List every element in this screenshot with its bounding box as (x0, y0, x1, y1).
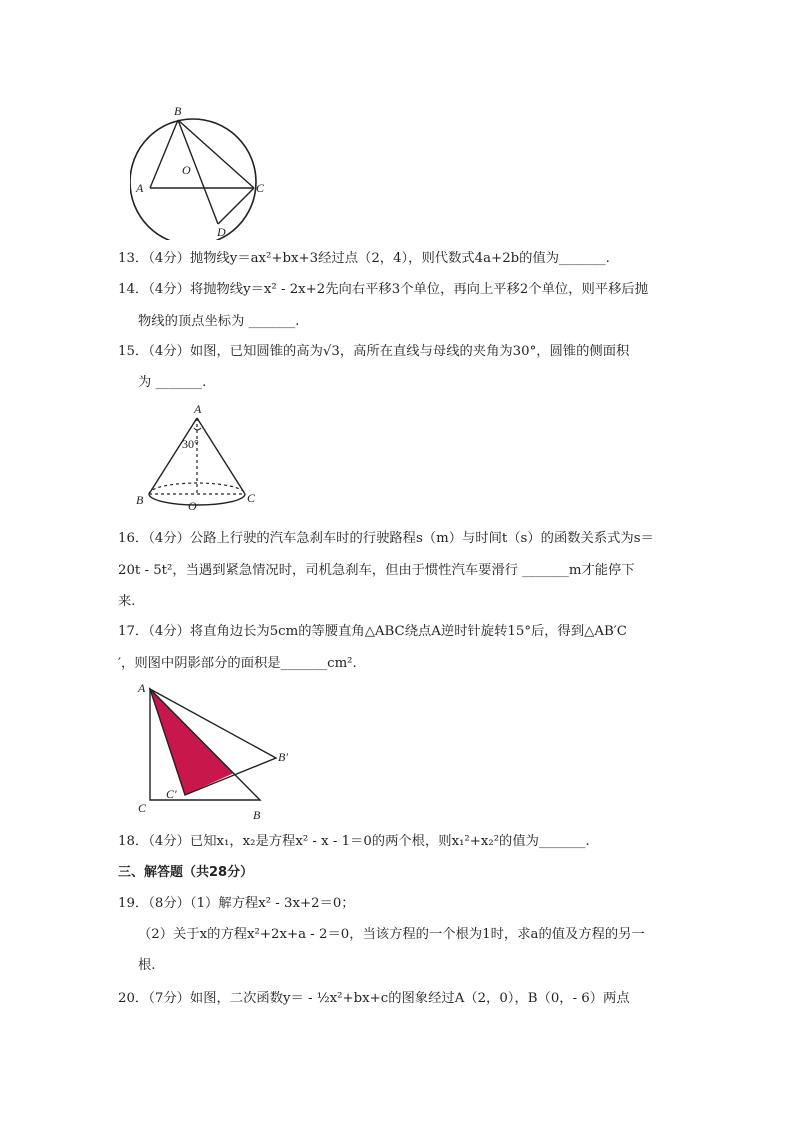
label-O: O (182, 163, 191, 177)
question-13: 13．（4分）抛物线y＝ax²+bx+3经过点（2，4），则代数式4a+2b的值为_______. (118, 251, 610, 266)
label-B: B (253, 808, 261, 822)
question-14-line1: 14．（4分）将抛物线y＝x² - 2x+2先向右平移3个单位，再向上平移2个单位，则平移后抛 (118, 282, 648, 297)
shaded-region (150, 689, 234, 795)
circle-figure (130, 100, 290, 240)
label-C: C (138, 801, 147, 815)
question-15-line2: 为 _______. (138, 375, 207, 390)
question-19-line2: （2）关于x的方程x²+2x+a - 2＝0，当该方程的一个根为1时，求a的值及方程的另一 (138, 927, 645, 942)
label-A: A (138, 681, 146, 695)
question-18: 18．（4分）已知x₁，x₂是方程x² - x - 1＝0的两个根，则x₁²+x₂²的值为_______. (118, 834, 590, 849)
question-17-line1: 17．（4分）将直角边长为5cm的等腰直角△ABC绕点A逆时针旋转15°后，得到△AB′C (118, 624, 627, 639)
question-15-line1: 15．（4分）如图，已知圆锥的高为√3，高所在直线与母线的夹角为30°，圆锥的侧面积 (118, 344, 630, 359)
label-C: C (256, 181, 265, 195)
label-O: O (188, 499, 197, 513)
label-A: A (194, 402, 202, 416)
circle-outline (130, 119, 256, 240)
question-19-line3: 根. (138, 958, 156, 973)
triangle-figure (130, 678, 305, 828)
question-20: 20．（7分）如图，二次函数y＝ - ½x²+bx+c的图象经过A（2，0），B（0，- 6）两点 (118, 991, 630, 1006)
label-A: A (136, 181, 144, 195)
label-B: B (136, 493, 144, 507)
question-17-line2: ′，则图中阴影部分的面积是_______cm². (118, 656, 357, 671)
label-B-prime: B′ (278, 750, 288, 764)
label-C-prime: C′ (166, 787, 177, 801)
question-19-line1: 19．（8分）（1）解方程x² - 3x+2＝0； (118, 896, 355, 911)
label-30-degrees: 30° (182, 437, 199, 451)
question-14-line2: 物线的顶点坐标为 _______. (138, 314, 300, 329)
label-C: C (247, 491, 256, 505)
question-16-line2: 20t - 5t²，当遇到紧急情况时，司机急刹车，但由于惯性汽车要滑行 _______m才能停下 (118, 563, 635, 578)
label-B: B (174, 104, 182, 118)
cone-figure (130, 400, 270, 515)
question-16-line1: 16．（4分）公路上行驶的汽车急刹车时的行驶路程s（m）与时间t（s）的函数关系式为s＝ (118, 531, 654, 546)
section-heading: 三、解答题（共28分） (118, 865, 254, 880)
label-D: D (217, 225, 226, 239)
question-16-line3: 来. (118, 594, 136, 609)
